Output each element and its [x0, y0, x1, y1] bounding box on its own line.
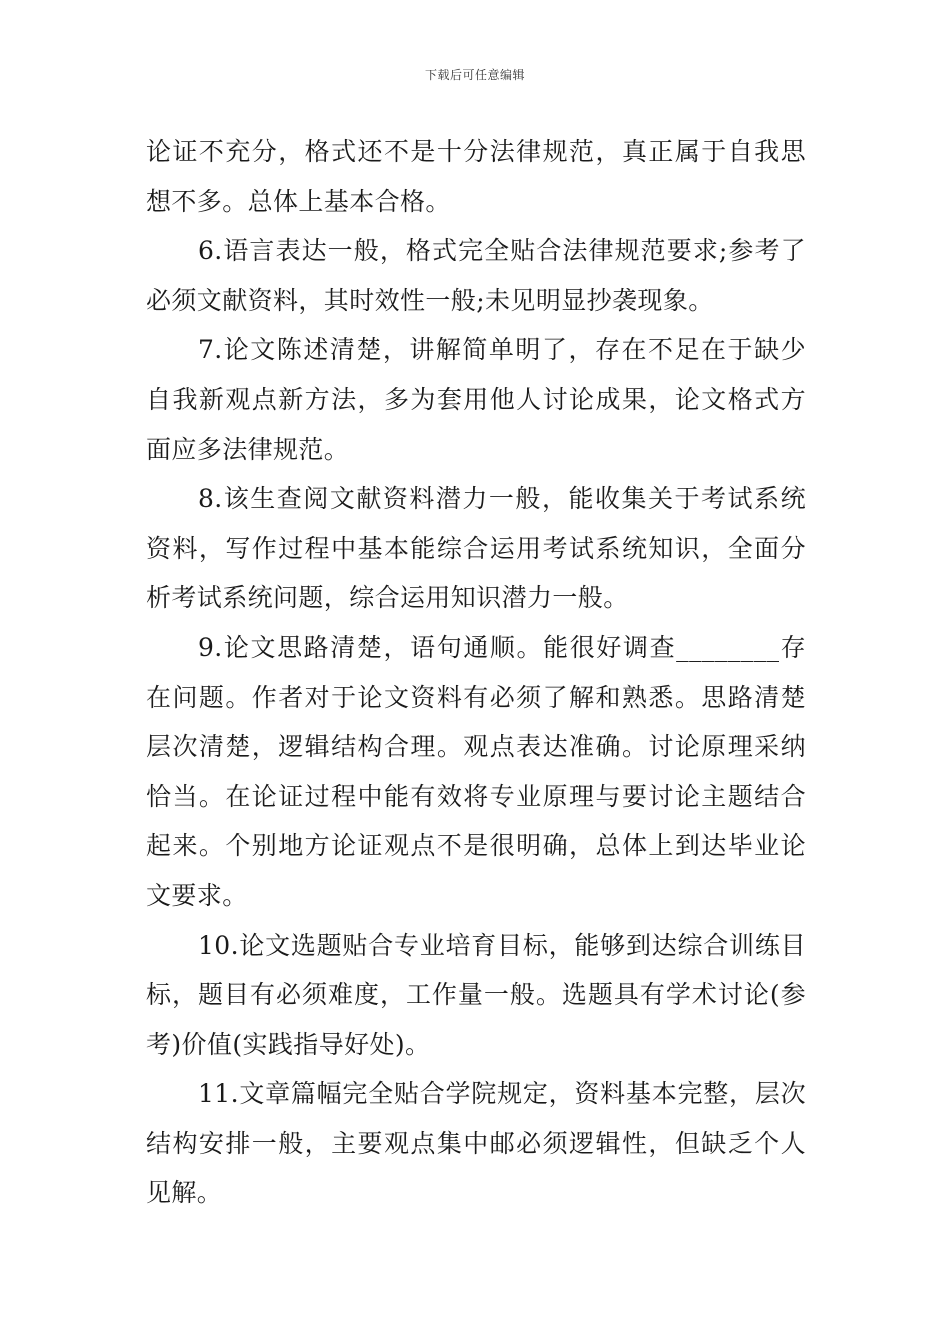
paragraph-item-8: 8.该生查阅文献资料潜力一般，能收集关于考试系统资料，写作过程中基本能综合运用考试系统知识，全面分析考试系统问题，综合运用知识潜力一般。 [146, 484, 806, 613]
paragraph-item-7: 7.论文陈述清楚，讲解简单明了，存在不足在于缺少自我新观点新方法，多为套用他人讨论成果，论文格式方面应多法律规范。 [146, 335, 806, 464]
document-body [146, 127, 806, 1218]
paragraph-item-10: 10.论文选题贴合专业培育目标，能够到达综合训练目标，题目有必须难度，工作量一般。选题具有学术讨论(参考)价值(实践指导好处)。 [146, 930, 806, 1059]
paragraph-item-6: 6.语言表达一般，格式完全贴合法律规范要求;参考了必须文献资料，其时效性一般;未见明显抄袭现象。 [146, 236, 806, 315]
paragraph-item-9: 9.论文思路清楚，语句通顺。能很好调查________存在问题。作者对于论文资料有必须了解和熟悉。思路清楚层次清楚，逻辑结构合理。观点表达准确。讨论原理采纳恰当。在论证过程中能有效将专业原理与要讨论主题结合起来。个别地方论证观点不是很明确，总体上到达毕业论文要求。 [146, 632, 806, 910]
page-header: 下载后可任意编辑 [424, 68, 525, 82]
paragraph-continuation: 论证不充分，格式还不是十分法律规范，真正属于自我思想不多。总体上基本合格。 [146, 137, 806, 216]
paragraph-item-11: 11.文章篇幅完全贴合学院规定，资料基本完整，层次结构安排一般，主要观点集中邮必须逻辑性，但缺乏个人见解。 [146, 1079, 806, 1208]
